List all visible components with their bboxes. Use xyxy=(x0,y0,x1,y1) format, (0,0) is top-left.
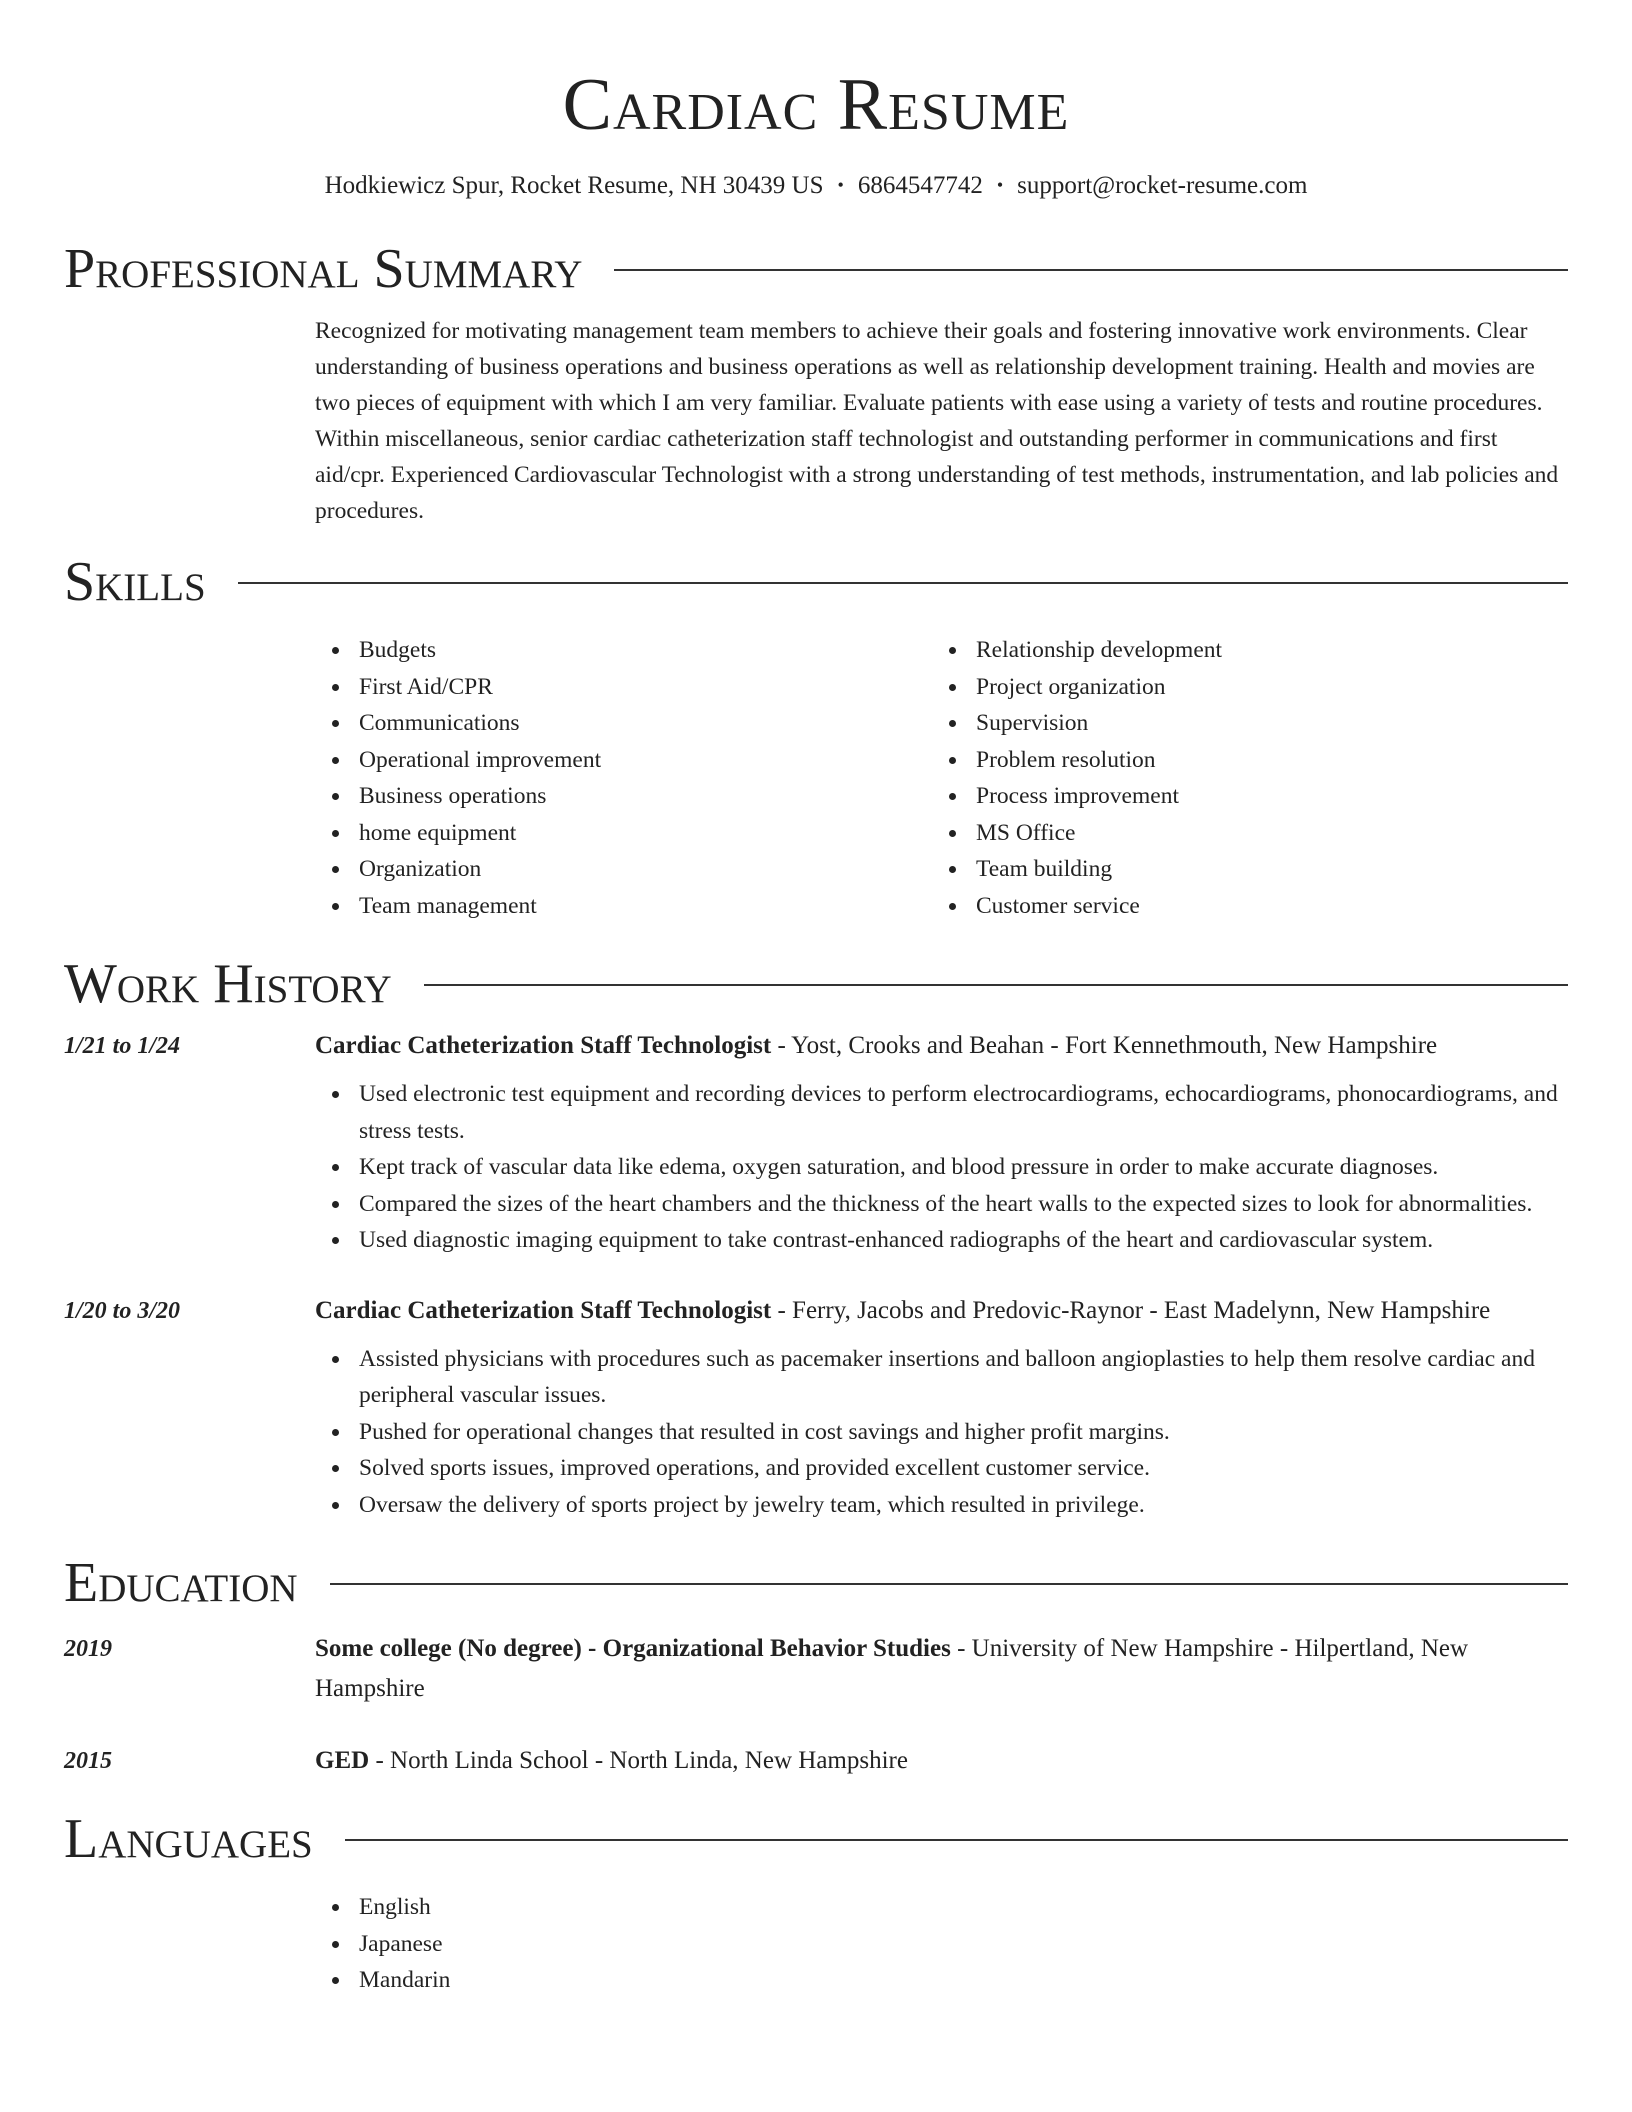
job-title: Cardiac Catheterization Staff Technologist xyxy=(315,1296,772,1324)
skills-column-right xyxy=(932,632,1549,924)
skill-item: Problem resolution xyxy=(932,742,1549,779)
job-bullet: Used electronic test equipment and recording devices to perform electrocardiograms, echocardiograms, phonocardiograms, and stress tests. xyxy=(315,1076,1568,1149)
job-employer: - Yost, Crooks and Beahan - Fort Kennethmouth, New Hampshire xyxy=(771,1032,1438,1059)
education-year: 2019 xyxy=(64,1636,112,1662)
skill-item: Organization xyxy=(315,851,932,888)
job-entry xyxy=(64,1026,1568,1259)
section-divider xyxy=(345,1839,1568,1841)
job-entry xyxy=(64,1291,1568,1524)
languages-section-header xyxy=(64,1807,1568,1871)
education-entry xyxy=(64,1741,1568,1781)
skill-item: First Aid/CPR xyxy=(315,669,932,706)
language-item: Mandarin xyxy=(315,1962,1568,1999)
skill-item: Operational improvement xyxy=(315,742,932,779)
skills-heading: Skills xyxy=(64,551,206,613)
job-bullet: Assisted physicians with procedures such as pacemaker insertions and balloon angioplasties to help them resolve cardiac and peripheral vascular issues. xyxy=(315,1341,1568,1414)
skill-item: Supervision xyxy=(932,705,1549,742)
skill-item: Relationship development xyxy=(932,632,1549,669)
languages-list xyxy=(315,1889,1568,1999)
skill-item: Process improvement xyxy=(932,778,1549,815)
section-divider xyxy=(424,984,1568,986)
skill-item: MS Office xyxy=(932,815,1549,852)
education-section-header xyxy=(64,1551,1568,1615)
education-heading: Education xyxy=(64,1552,298,1614)
contact-email[interactable]: support@rocket-resume.com xyxy=(1017,172,1308,199)
contact-separator: • xyxy=(837,175,844,195)
job-headline xyxy=(315,1291,1568,1331)
education-headline xyxy=(315,1741,1568,1781)
job-bullet: Oversaw the delivery of sports project by jewelry team, which resulted in privilege. xyxy=(315,1487,1568,1524)
skills-grid xyxy=(315,632,1568,924)
languages-heading: Languages xyxy=(64,1808,313,1870)
education-degree: GED xyxy=(315,1747,370,1774)
job-bullets xyxy=(315,1341,1568,1524)
skill-item: Team building xyxy=(932,851,1549,888)
skill-item: Project organization xyxy=(932,669,1549,706)
job-headline xyxy=(315,1026,1568,1066)
section-divider xyxy=(614,269,1568,271)
job-bullet: Used diagnostic imaging equipment to take contrast-enhanced radiographs of the heart and cardiovascular system. xyxy=(315,1222,1568,1259)
contact-separator: • xyxy=(996,175,1004,195)
summary-heading: Professional Summary xyxy=(64,238,583,300)
skill-item: home equipment xyxy=(315,815,932,852)
job-title: Cardiac Catheterization Staff Technologist xyxy=(315,1032,772,1059)
resume-title: Cardiac Resume xyxy=(562,64,1070,146)
language-item: English xyxy=(315,1889,1568,1926)
section-divider xyxy=(330,1583,1568,1585)
job-employer: - Ferry, Jacobs and Predovic-Raynor - East Madelynn, New Hampshire xyxy=(771,1296,1491,1324)
education-school: - University of New Hampshire - Hilpertland, New Hampshire xyxy=(315,1635,1469,1702)
section-divider xyxy=(238,582,1568,584)
education-school: - North Linda School - North Linda, New Hampshire xyxy=(369,1747,908,1774)
contact-line xyxy=(64,168,1568,203)
skill-item: Business operations xyxy=(315,778,932,815)
job-dates: 1/20 to 3/20 xyxy=(64,1297,181,1324)
work-heading: Work History xyxy=(64,953,392,1015)
job-bullets xyxy=(315,1076,1568,1259)
education-year: 2015 xyxy=(64,1748,112,1774)
education-degree: Some college (No degree) - Organizational Behavior Studies xyxy=(315,1635,951,1662)
job-bullet: Kept track of vascular data like edema, oxygen saturation, and blood pressure in order to make accurate diagnoses. xyxy=(315,1149,1568,1186)
contact-phone: 6864547742 xyxy=(857,172,983,199)
job-bullet: Compared the sizes of the heart chambers and the thickness of the heart walls to the expected sizes to look for abnormalities. xyxy=(315,1186,1568,1223)
job-bullet: Solved sports issues, improved operations, and provided excellent customer service. xyxy=(315,1450,1568,1487)
education-entry xyxy=(64,1629,1568,1709)
summary-text: Recognized for motivating management team members to achieve their goals and fostering innovative work environments. Clear understanding of business operations and business operations as well as relationship development training. Health and movies are two pieces of equipment with which I am very familiar. Evaluate patients with ease using a variety of tests and routine procedures. Within miscellaneous, senior cardiac catheterization staff technologist and outstanding performer in communications and first aid/cpr. Experienced Cardiovascular Technologist with a strong understanding of test methods, instrumentation, and lab policies and procedures. xyxy=(315,318,1559,524)
skills-section-header xyxy=(64,550,1568,614)
skill-item: Team management xyxy=(315,888,932,925)
language-item: Japanese xyxy=(315,1926,1568,1963)
resume-page xyxy=(64,0,1568,1999)
summary-section-header xyxy=(64,237,1568,301)
skill-item: Communications xyxy=(315,705,932,742)
skill-item: Customer service xyxy=(932,888,1549,925)
job-dates: 1/21 to 1/24 xyxy=(64,1033,181,1059)
work-section-header xyxy=(64,952,1568,1016)
education-headline xyxy=(315,1629,1568,1709)
contact-address: Hodkiewicz Spur, Rocket Resume, NH 30439 US xyxy=(324,172,824,199)
job-bullet: Pushed for operational changes that resulted in cost savings and higher profit margins. xyxy=(315,1414,1568,1451)
skills-column-left xyxy=(315,632,932,924)
skill-item: Budgets xyxy=(315,632,932,669)
